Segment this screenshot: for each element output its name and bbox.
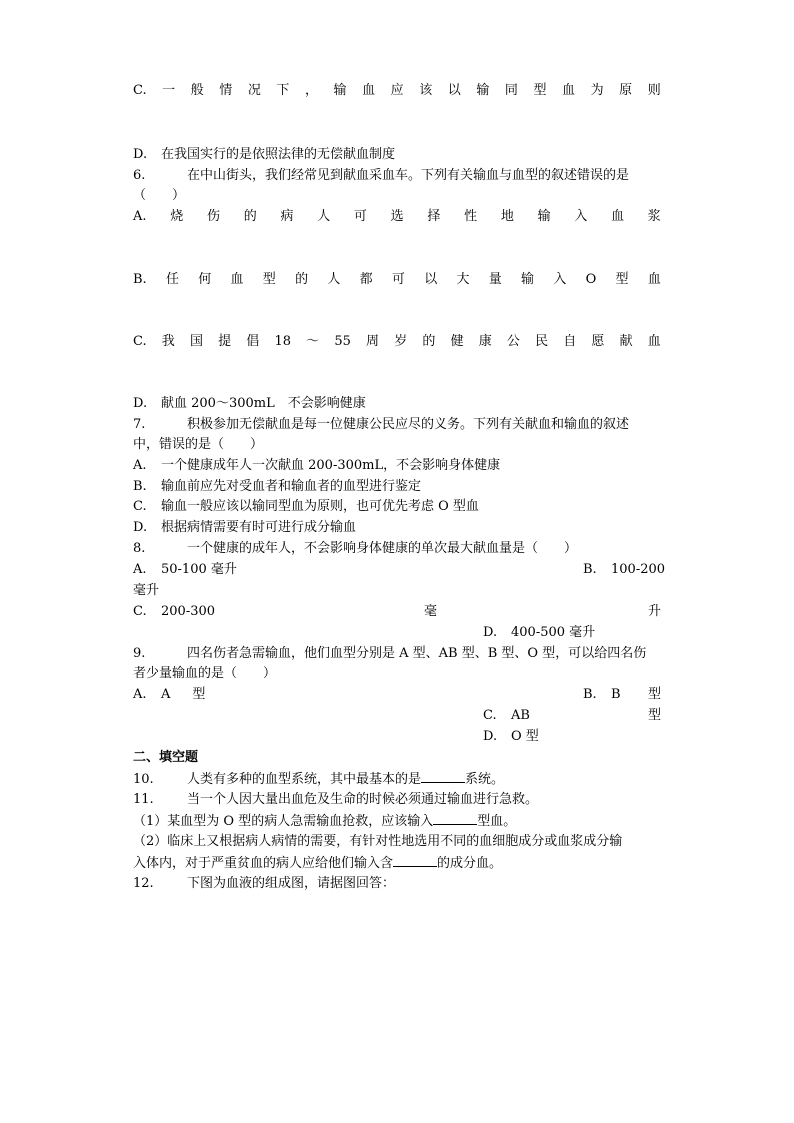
option-label: D.: [483, 729, 498, 744]
option-char: 选: [390, 209, 404, 224]
option-letter: B: [611, 687, 621, 702]
option-letter: AB: [511, 708, 530, 723]
option-char: 民: [535, 334, 549, 349]
q8-option-a: [133, 561, 661, 579]
option-label: B.: [133, 479, 147, 494]
option-char: 倡: [246, 334, 260, 349]
option-text: 一个健康成年人一次献血 200-300mL，不会影响身体健康: [161, 458, 501, 473]
option-text: 100-200: [611, 562, 666, 577]
option-char: 输: [333, 83, 347, 98]
q8-option-b-wrap: [133, 582, 661, 600]
option-char: 般: [190, 83, 204, 98]
option-char: 应: [390, 83, 404, 98]
option-char: O: [585, 272, 597, 287]
question-text: 下图为血液的组成图，请据图回答：: [187, 876, 396, 891]
option-label: A.: [133, 209, 147, 224]
option-char: 型: [262, 272, 276, 287]
option-char: 任: [165, 272, 179, 287]
q6-option-d: [133, 395, 661, 413]
option-text: 400-500 毫升: [511, 625, 596, 640]
option-char: 周: [366, 334, 380, 349]
option-char: 情: [219, 83, 233, 98]
option-char: 的: [295, 272, 309, 287]
option-char: 的: [422, 334, 436, 349]
question-text: 者少量输血的是（ ）: [133, 666, 277, 681]
question-text: 的成分血。: [437, 856, 503, 871]
q9-option-a: [133, 686, 223, 704]
option-text: 毫升: [133, 583, 160, 598]
option-char: 输: [476, 83, 490, 98]
question-text: 入体内，对于严重贫血的病人应给他们输入含: [133, 856, 394, 871]
option-char: 地: [500, 209, 514, 224]
option-text: 50-100 毫升: [161, 562, 237, 577]
option-char: 血: [362, 83, 376, 98]
option-char: 血: [647, 334, 661, 349]
q9-option-b: [583, 686, 661, 704]
option-label: C.: [133, 334, 147, 349]
q8-option-c-unit1: 毫: [424, 604, 438, 619]
q5-option-d: [133, 146, 661, 164]
question-text: 当一个人因大量出血危及生命的时候必须通过输血进行急救。: [187, 792, 539, 807]
q8-stem: [133, 540, 661, 558]
option-char: 血: [230, 272, 244, 287]
q8-option-d: [483, 624, 595, 642]
q6-option-a: [133, 208, 661, 226]
fill-blank[interactable]: [433, 812, 477, 825]
question-text: 型血。: [477, 814, 517, 829]
question-number: 7.: [133, 417, 146, 432]
option-label: B.: [583, 687, 597, 702]
q7-stem-cont: [133, 436, 661, 454]
q9-option-d: [483, 728, 539, 746]
option-char: 18: [274, 334, 292, 349]
option-label: A.: [133, 687, 147, 702]
q8-option-b: [583, 561, 665, 579]
q10: [133, 770, 661, 789]
option-char: 一: [162, 83, 176, 98]
q9-stem-cont: [133, 665, 661, 683]
question-text: 人类有多种的血型系统，其中最基本的是: [187, 772, 422, 787]
option-type: 型: [647, 687, 661, 702]
option-char: 性: [464, 209, 478, 224]
fill-blank[interactable]: [393, 854, 437, 867]
question-number: 6.: [133, 168, 146, 183]
q7-stem: [133, 416, 661, 434]
option-char: 则: [647, 83, 661, 98]
option-text: O 型: [511, 729, 539, 744]
option-char: 浆: [647, 209, 661, 224]
option-char: 可: [391, 272, 405, 287]
option-text: 根据病情需要有时可进行成分输血: [161, 520, 357, 535]
q7-option-b: [133, 478, 661, 496]
option-char: 自: [563, 334, 577, 349]
q7-option-c: [133, 498, 661, 516]
option-char: 康: [478, 334, 492, 349]
option-text: 输血一般应该以输同型血为原则，也可优先考虑 O 型血: [161, 499, 479, 514]
q7-option-a: [133, 457, 661, 475]
option-char: 我: [161, 334, 175, 349]
option-char: 何: [198, 272, 212, 287]
option-char: 该: [419, 83, 433, 98]
option-char: 可: [353, 209, 367, 224]
option-char: 输: [537, 209, 551, 224]
option-char: ，: [304, 83, 318, 98]
option-char: 献: [619, 334, 633, 349]
option-char: 健: [450, 334, 464, 349]
option-label: D.: [133, 396, 148, 411]
option-char: 血: [562, 83, 576, 98]
option-label: C.: [133, 604, 147, 619]
q6-option-b: [133, 271, 661, 289]
question-text: 系统。: [465, 772, 505, 787]
q11-part2: [133, 833, 661, 851]
option-char: 况: [247, 83, 261, 98]
option-char: ～: [306, 334, 320, 349]
option-label: A.: [133, 458, 147, 473]
option-char: 型: [615, 272, 629, 287]
q8-option-c-unit2: 升: [648, 604, 662, 619]
option-char: 烧: [170, 209, 184, 224]
option-char: 都: [359, 272, 373, 287]
option-char: 血: [611, 209, 625, 224]
q9-option-c: [483, 707, 661, 725]
option-char: 以: [424, 272, 438, 287]
option-type: 型: [192, 687, 206, 702]
q8-option-c: [133, 603, 661, 621]
question-text: 在中山街头，我们经常见到献血采血车。下列有关输血与血型的叙述错误的是: [187, 168, 630, 183]
option-text: 在我国实行的是依照法律的无偿献血制度: [161, 147, 396, 162]
question-number: 10.: [133, 772, 154, 787]
question-text: 四名伤者急需输血，他们血型分别是 A 型、AB 型、B 型、O 型，可以给四名伤: [187, 646, 647, 661]
option-char: 型: [533, 83, 547, 98]
option-char: 的: [243, 209, 257, 224]
question-text: （2）临床上又根据病人病情的需要，有针对性地选用不同的血细胞成分或血浆成分输: [133, 834, 623, 849]
q7-option-d: [133, 519, 661, 537]
q5-option-c: [133, 82, 661, 100]
question-text: 中，错误的是（ ）: [133, 437, 264, 452]
option-char: 同: [504, 83, 518, 98]
option-label: A.: [133, 562, 147, 577]
option-char: 愿: [591, 334, 605, 349]
option-char: 病: [280, 209, 294, 224]
option-label: B.: [133, 272, 147, 287]
option-text: 200-300: [161, 604, 216, 619]
option-char: 入: [553, 272, 567, 287]
q11-part2-cont: [133, 854, 661, 873]
option-char: 伤: [206, 209, 220, 224]
option-char: 以: [447, 83, 461, 98]
option-label: D.: [133, 147, 148, 162]
q11-stem: [133, 791, 661, 809]
option-char: 输: [521, 272, 535, 287]
question-number: 12.: [133, 876, 154, 891]
option-letter: A: [161, 687, 171, 702]
option-char: 人: [327, 272, 341, 287]
option-char: 为: [590, 83, 604, 98]
question-number: 11.: [133, 792, 154, 807]
option-char: 血: [647, 272, 661, 287]
question-text: （1）某血型为 O 型的病人急需输血抢救，应该输入: [133, 814, 434, 829]
option-label: B.: [583, 562, 597, 577]
q12-stem: [133, 875, 661, 893]
option-char: 岁: [394, 334, 408, 349]
q6-paren: [133, 187, 661, 205]
option-label: C.: [133, 499, 147, 514]
section-title: 二、填空题: [133, 750, 199, 765]
option-char: 大: [456, 272, 470, 287]
question-number: 8.: [133, 541, 146, 556]
question-number: 9.: [133, 646, 146, 661]
option-label: C.: [133, 83, 147, 98]
option-text: 献血 200～300mL 不会影响健康: [161, 396, 366, 411]
option-text: 输血前应先对受血者和输血者的血型进行鉴定: [161, 479, 422, 494]
q9-stem: [133, 645, 661, 663]
question-text: 积极参加无偿献血是每一位健康公民应尽的义务。下列有关献血和输血的叙述: [187, 417, 630, 432]
option-label: D.: [133, 520, 148, 535]
option-char: 国: [189, 334, 203, 349]
q6-option-c: [133, 333, 661, 351]
option-char: 人: [317, 209, 331, 224]
option-char: 下: [276, 83, 290, 98]
q11-part1: [133, 812, 661, 831]
option-char: 入: [574, 209, 588, 224]
option-type: 型: [647, 708, 661, 723]
question-text: 一个健康的成年人，不会影响身体健康的单次最大献血量是（ ）: [187, 541, 578, 556]
option-label: D.: [483, 625, 498, 640]
option-char: 55: [334, 334, 351, 349]
answer-paren: （ ）: [133, 188, 186, 203]
option-label: C.: [483, 708, 497, 723]
option-char: 原: [619, 83, 633, 98]
option-char: 量: [488, 272, 502, 287]
option-char: 提: [218, 334, 232, 349]
option-char: 公: [506, 334, 520, 349]
fill-blank[interactable]: [421, 770, 465, 783]
option-char: 择: [427, 209, 441, 224]
q6-stem: [133, 167, 661, 185]
